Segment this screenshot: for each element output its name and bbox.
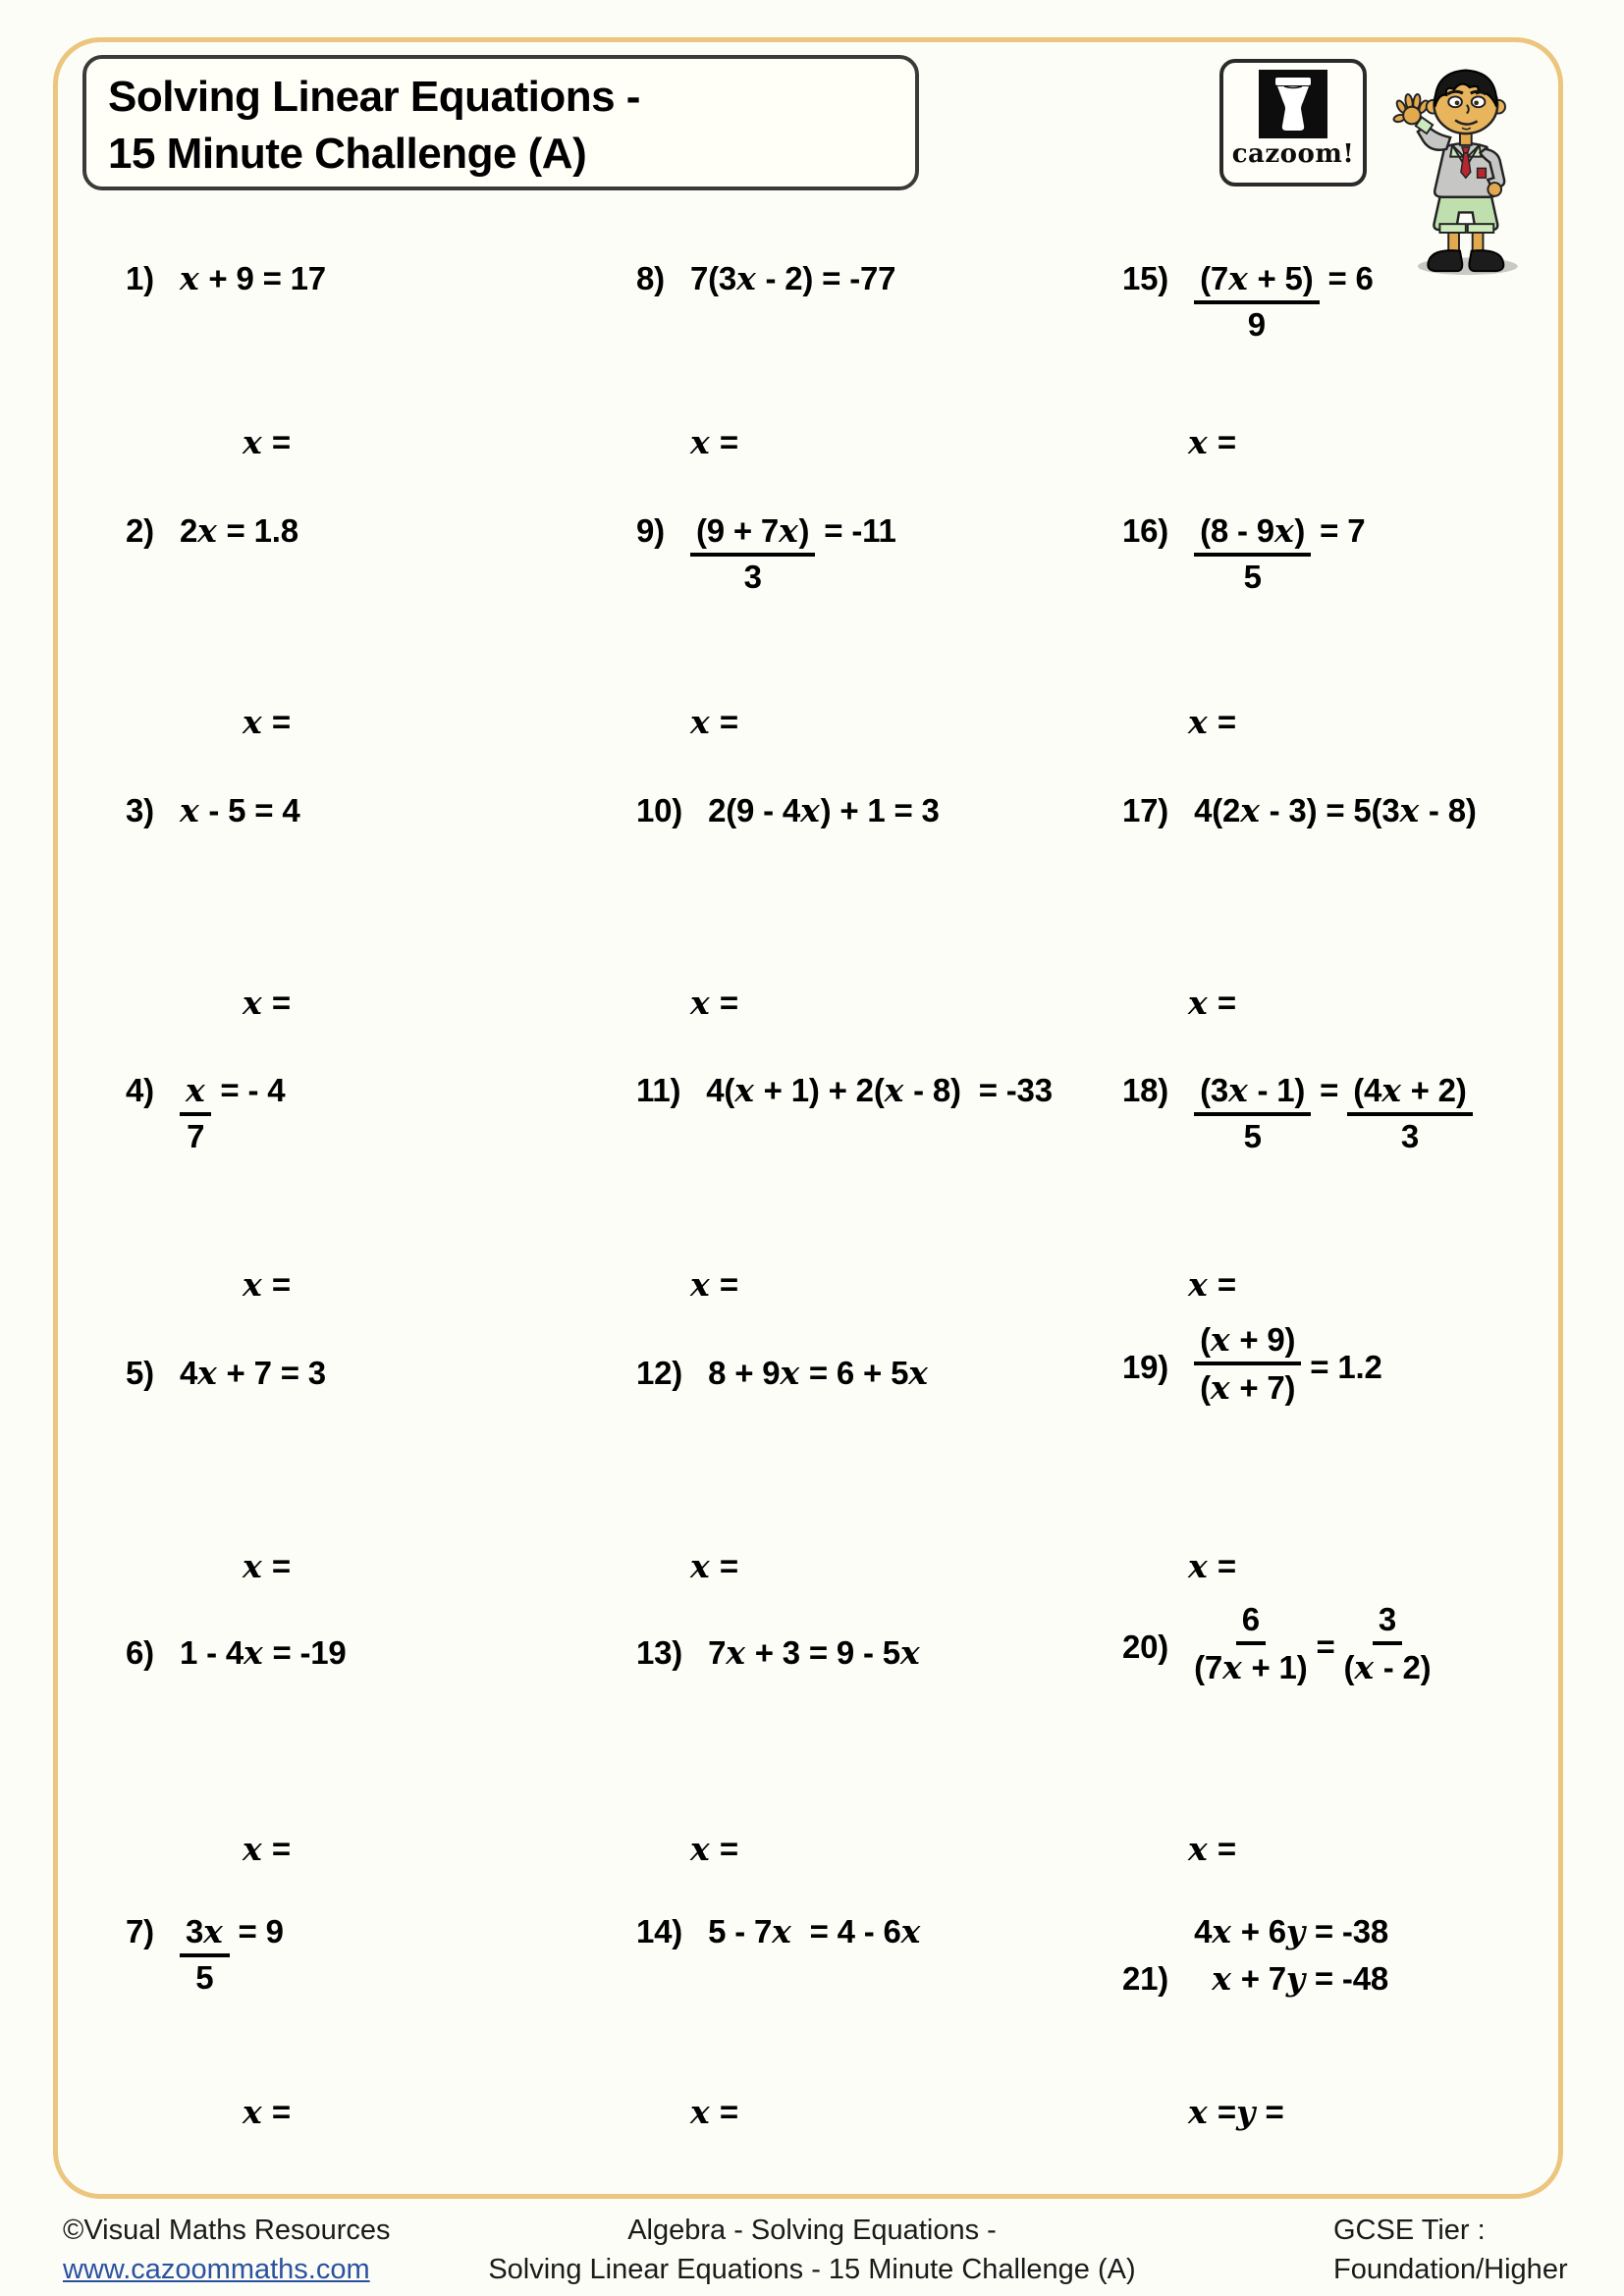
answer-13 xyxy=(690,1823,738,1876)
answer-18 xyxy=(1188,1258,1236,1311)
problem-14 xyxy=(636,1913,921,1950)
problem-17-equation: 4(2x - 3) = 5(3x - 8) xyxy=(1194,791,1477,829)
problem-2-number: 2) xyxy=(126,512,154,549)
problem-18-number: 18) xyxy=(1122,1072,1169,1108)
problem-3-equation: x - 5 = 4 xyxy=(179,791,300,829)
problem-11 xyxy=(636,1072,1053,1109)
page-title xyxy=(86,59,915,183)
problem-9-equation: $\frac{(9 + 7x)}{3}$ = -11 xyxy=(690,512,896,557)
problem-10 xyxy=(636,792,940,829)
answer-20 xyxy=(1188,1823,1236,1876)
title-box xyxy=(82,55,919,190)
problem-12-number: 12) xyxy=(636,1355,683,1391)
answer-4-label: x = xyxy=(243,1265,292,1304)
answer-5 xyxy=(243,1540,291,1593)
answer-15 xyxy=(1188,416,1236,469)
answer-5-label: x = xyxy=(243,1547,292,1585)
footer-tier-line1: GCSE Tier : xyxy=(1333,2215,1486,2246)
problem-19 xyxy=(1122,1320,1382,1413)
problem-16 xyxy=(1122,511,1366,595)
answer-21-label: y = xyxy=(1236,2093,1284,2131)
answer-17 xyxy=(1188,977,1236,1030)
answer-1 xyxy=(243,416,291,469)
footer-center-line2: Solving Linear Equations - 15 Minute Challenge (A) xyxy=(488,2254,1136,2285)
answer-16 xyxy=(1188,696,1236,749)
problem-20-number: 20) xyxy=(1122,1629,1169,1666)
answer-6-label: x = xyxy=(243,1830,292,1868)
answer-17-label: x = xyxy=(1188,984,1237,1022)
answer-19 xyxy=(1188,1540,1236,1593)
problem-6-number: 6) xyxy=(126,1634,154,1671)
drum-icon xyxy=(1259,70,1327,138)
problem-20 xyxy=(1122,1601,1432,1692)
problem-14-number: 14) xyxy=(636,1913,683,1949)
answer-1-label: x = xyxy=(243,423,292,461)
answer-8-label: x = xyxy=(690,423,739,461)
problem-12 xyxy=(636,1355,929,1392)
problem-1-number: 1) xyxy=(126,260,154,296)
problem-5 xyxy=(126,1355,326,1392)
footer-copyright: ©Visual Maths Resources xyxy=(63,2215,391,2246)
answer-2 xyxy=(243,696,291,749)
answer-15-label: x = xyxy=(1188,423,1237,461)
problem-4 xyxy=(126,1071,286,1154)
problem-15-equation: $\frac{(7x + 5)}{9}$ = 6 xyxy=(1194,260,1374,304)
problem-9-number: 9) xyxy=(636,512,665,549)
problem-17 xyxy=(1122,792,1477,829)
answer-9 xyxy=(690,696,738,749)
problem-21-number: 21) xyxy=(1122,1959,1169,1997)
problem-12-equation: 8 + 9x = 6 + 5x xyxy=(708,1354,928,1392)
problem-14-equation: 5 - 7x = 4 - 6x xyxy=(708,1912,921,1950)
answer-2-label: x = xyxy=(243,703,292,741)
answer-12-label: x = xyxy=(690,1547,739,1585)
problem-7-number: 7) xyxy=(126,1913,154,1949)
problem-19-number: 19) xyxy=(1122,1349,1169,1386)
problem-10-number: 10) xyxy=(636,792,683,828)
answer-11-label: x = xyxy=(690,1265,739,1304)
problem-7 xyxy=(126,1912,284,1996)
answer-20-label: x = xyxy=(1188,1830,1237,1868)
answer-10 xyxy=(690,977,738,1030)
problem-13-number: 13) xyxy=(636,1634,683,1671)
problem-2 xyxy=(126,512,298,550)
answer-18-label: x = xyxy=(1188,1265,1237,1304)
footer-tier-line2: Foundation/Higher xyxy=(1333,2254,1568,2285)
problem-20-equation: $\frac{6}{(7x + 1)}$ = $\frac{3}{(x - 2)}$ xyxy=(1194,1601,1432,1686)
problem-17-number: 17) xyxy=(1122,792,1169,828)
footer-center-line1: Algebra - Solving Equations - xyxy=(627,2215,997,2246)
cazoom-logo-text: cazoom! xyxy=(1231,139,1355,169)
footer-link[interactable]: www.cazoommaths.com xyxy=(63,2254,370,2285)
answer-8 xyxy=(690,416,738,469)
answer-10-label: x = xyxy=(690,984,739,1022)
answer-11 xyxy=(690,1258,738,1311)
problem-15 xyxy=(1122,259,1374,343)
answer-6 xyxy=(243,1823,291,1876)
footer-tier-block xyxy=(1333,2211,1568,2289)
problem-6 xyxy=(126,1634,347,1672)
answer-16-label: x = xyxy=(1188,703,1237,741)
cazoom-logo xyxy=(1219,59,1367,187)
problem-7-equation: $\frac{3x}{5}$ = 9 xyxy=(180,1913,284,1957)
problem-5-number: 5) xyxy=(126,1355,154,1391)
problem-21-equation: 4x + 6y = -38 x + 7y = -48 xyxy=(1194,1912,1389,1998)
problem-8 xyxy=(636,260,895,297)
answer-21-label: x = xyxy=(1188,2093,1237,2131)
problem-1 xyxy=(126,260,326,297)
answer-19-label: x = xyxy=(1188,1547,1237,1585)
problem-13 xyxy=(636,1634,920,1672)
problem-1-equation: x + 9 = 17 xyxy=(179,259,326,297)
answer-3 xyxy=(243,977,291,1030)
page-title-line1: Solving Linear Equations - xyxy=(108,73,640,121)
problem-3-number: 3) xyxy=(126,792,154,828)
footer-center-block xyxy=(295,2211,1329,2289)
problem-3 xyxy=(126,792,299,829)
problem-10-equation: 2(9 - 4x) + 1 = 3 xyxy=(708,791,940,829)
page-title-line2: 15 Minute Challenge (A) xyxy=(108,130,587,179)
problem-18 xyxy=(1122,1071,1473,1154)
problem-4-number: 4) xyxy=(126,1072,154,1108)
answer-13-label: x = xyxy=(690,1830,739,1868)
problem-8-equation: 7(3x - 2) = -77 xyxy=(689,259,896,297)
problem-19-equation: $\frac{(x + 9)}{(x + 7)}$ = 1.2 xyxy=(1194,1327,1382,1413)
problem-11-equation: 4(x + 1) + 2(x - 8) = -33 xyxy=(706,1071,1053,1109)
problem-16-number: 16) xyxy=(1122,512,1169,549)
problem-11-number: 11) xyxy=(636,1072,681,1108)
problem-18-equation: $\frac{(3x - 1)}{5}$ = $\frac{(4x + 2)}{3}$ xyxy=(1194,1072,1473,1116)
problem-5-equation: 4x + 7 = 3 xyxy=(179,1354,326,1392)
answer-9-label: x = xyxy=(690,703,739,741)
answer-7 xyxy=(243,2086,291,2139)
problem-13-equation: 7x + 3 = 9 - 5x xyxy=(708,1633,920,1672)
problem-2-equation: 2x = 1.8 xyxy=(179,511,298,550)
problem-16-equation: $\frac{(8 - 9x)}{5}$ = 7 xyxy=(1194,512,1365,557)
answer-14-label: x = xyxy=(690,2093,739,2131)
answer-14 xyxy=(690,2086,738,2139)
problem-15-number: 15) xyxy=(1122,260,1169,296)
answer-3-label: x = xyxy=(243,984,292,1022)
answer-21 xyxy=(1188,2086,1284,2139)
problem-21 xyxy=(1122,1913,1388,1998)
mascot-illustration xyxy=(1380,47,1536,278)
problem-4-equation: $\frac{x}{7}$ = - 4 xyxy=(180,1072,285,1116)
problem-8-number: 8) xyxy=(636,260,665,296)
answer-12 xyxy=(690,1540,738,1593)
answer-7-label: x = xyxy=(243,2093,292,2131)
problem-6-equation: 1 - 4x = -19 xyxy=(179,1633,347,1672)
answer-4 xyxy=(243,1258,291,1311)
problem-9 xyxy=(636,511,896,595)
